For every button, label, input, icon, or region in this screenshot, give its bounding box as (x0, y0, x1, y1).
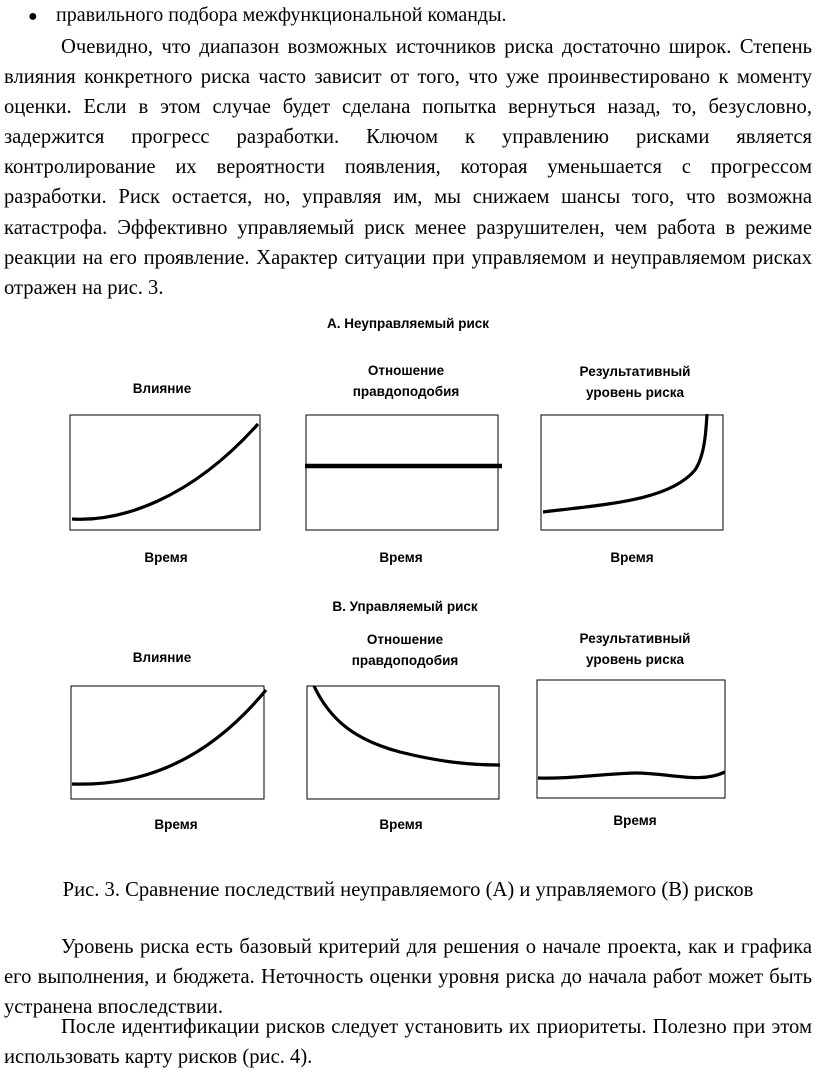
a-likelihood-time-label: Время (379, 550, 423, 565)
a-resulting-time-label: Время (610, 550, 654, 565)
b-resulting-label-line2: уровень риска (586, 652, 684, 667)
figure-3-risk-comparison (0, 300, 816, 840)
paragraph-risk-sources: Очевидно, что диапазон возможных источников риска достаточно широк. Степень влияния конкретного риска часто зависит от того, что уже проинвестировано к моменту оценки. Если в этом случае будет сделана попытка вернуться назад, то, безусловно, задержится прогресс разработки. Ключом к управлению рисками является контролирование их вероятности появления, которая уменьшается с прогрессом разработки. Риск остается, но, управляя им, мы снижаем шансы того, что возможна катастрофа. Эффективно управляемый риск менее разрушителен, чем работа в режиме реакции на его проявление. Характер ситуации при управляемом и неуправляемом рисках отражен на рис. 3. (4, 36, 812, 299)
a-resulting-curve (543, 414, 707, 512)
figure-caption: Рис. 3. Сравнение последствий неуправляемого (А) и управляемого (В) рисков (62, 879, 754, 901)
b-influence-curve (72, 690, 266, 784)
a-likelihood-frame (306, 415, 498, 530)
paragraph-risk-level: Уровень риска есть базовый критерий для решения о начале проекта, как и графика его выполнения, и бюджета. Неточность оценки уровня риска до начала работ может быть устранена впоследствии. (4, 936, 812, 1019)
paragraph-risk-priorities: После идентификации рисков следует установить их приоритеты. Полезно при этом использовать карту рисков (рис. 4). (4, 1016, 812, 1069)
b-resulting-time-label: Время (613, 813, 657, 828)
section-a-title: А. Неуправляемый риск (326, 316, 490, 331)
bullet-list-item (28, 4, 507, 28)
a-resulting-frame (541, 415, 723, 530)
b-likelihood-time-label: Время (379, 817, 423, 832)
b-likelihood-curve (314, 686, 500, 765)
a-influence-curve (72, 424, 258, 519)
section-b-title: В. Управляемый риск (332, 599, 478, 614)
a-influence-time-label: Время (144, 550, 188, 565)
b-likelihood-label-line1: Отношение (366, 632, 444, 647)
b-influence-time-label: Время (154, 817, 198, 832)
b-likelihood-frame (307, 686, 499, 799)
b-resulting-curve (538, 772, 725, 778)
b-resulting-label-line1: Результативный (579, 631, 691, 646)
bullet-dot-icon: ● (28, 8, 38, 25)
a-influence-frame (70, 415, 260, 530)
b-likelihood-label-line2: правдоподобия (351, 653, 459, 668)
a-resulting-label-line2: уровень риска (586, 385, 684, 400)
b-influence-label: Влияние (132, 650, 192, 665)
a-influence-label: Влияние (132, 381, 192, 396)
b-resulting-frame (537, 680, 725, 798)
bullet-text: правильного подбора межфункциональной команды. (56, 4, 507, 26)
a-resulting-label-line1: Результативный (579, 364, 691, 379)
a-likelihood-label-line2: правдоподобия (352, 384, 460, 399)
a-likelihood-label-line1: Отношение (367, 363, 445, 378)
